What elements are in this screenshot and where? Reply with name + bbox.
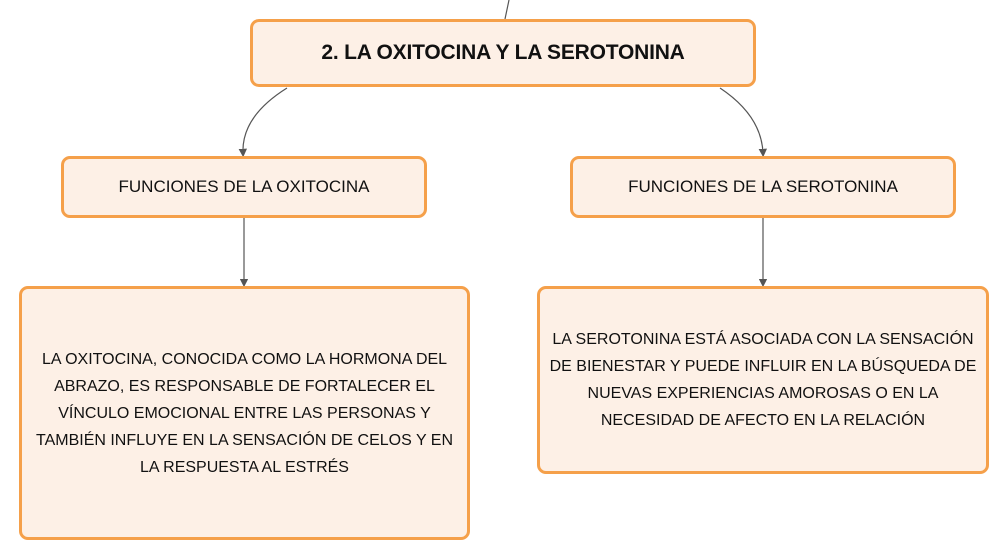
oxitocina-functions-label: FUNCIONES DE LA OXITOCINA bbox=[118, 177, 370, 196]
connector-root-to-serotonina bbox=[720, 88, 763, 153]
serotonina-detail-node[interactable] bbox=[537, 286, 989, 474]
oxitocina-detail-node[interactable] bbox=[19, 286, 470, 540]
incoming-connector bbox=[505, 0, 509, 19]
root-node[interactable] bbox=[250, 19, 756, 87]
serotonina-functions-node[interactable] bbox=[570, 156, 956, 218]
serotonina-detail-text: LA SEROTONINA ESTÁ ASOCIADA CON LA SENSACIÓN DE BIENESTAR Y PUEDE INFLUIR EN LA BÚSQUEDA DE NUEVAS EXPERIENCIAS AMOROSAS O EN LA NECESIDAD DE AFECTO EN LA RELACIÓN bbox=[549, 331, 977, 429]
oxitocina-detail-text: LA OXITOCINA, CONOCIDA COMO LA HORMONA DEL ABRAZO, ES RESPONSABLE DE FORTALECER EL VÍNCULO EMOCIONAL ENTRE LAS PERSONAS Y TAMBIÉN INFLUYE EN LA SENSACIÓN DE CELOS Y EN LA RESPUESTA AL ESTRÉS bbox=[35, 350, 453, 476]
serotonina-functions-label: FUNCIONES DE LA SEROTONINA bbox=[628, 177, 898, 196]
connector-root-to-oxitocina bbox=[243, 88, 287, 153]
root-node-label: 2. LA OXITOCINA Y LA SEROTONINA bbox=[321, 41, 685, 64]
oxitocina-functions-node[interactable] bbox=[61, 156, 427, 218]
